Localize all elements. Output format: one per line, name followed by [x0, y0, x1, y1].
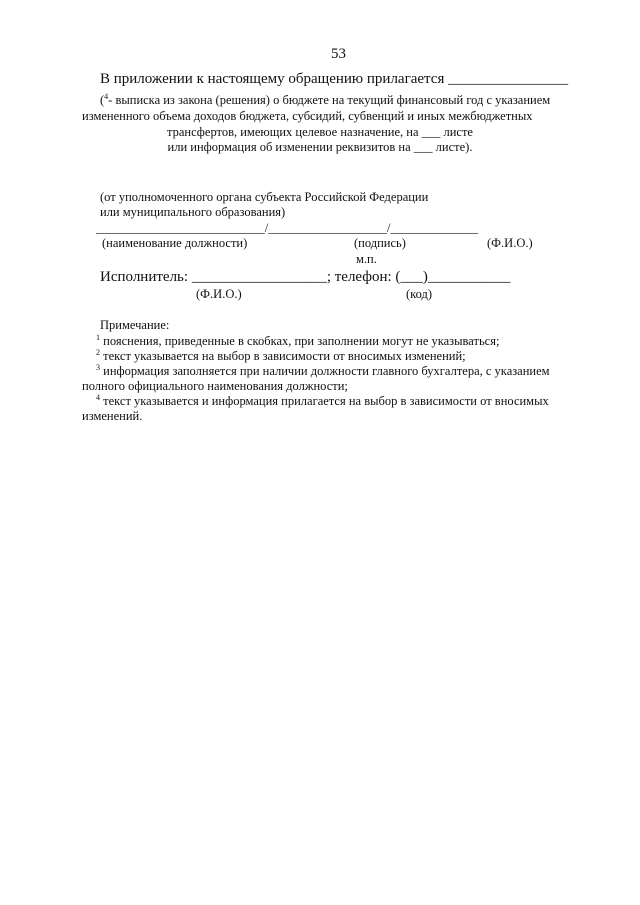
notes-title: Примечание:: [100, 318, 170, 332]
page-number: 53: [331, 46, 346, 62]
note-item-continuation: полного официального наименования должности;: [82, 379, 348, 393]
attachment-note-line4: или информация об изменении реквизитов на ___ листе).: [167, 140, 473, 154]
note-item: [96, 364, 550, 379]
attachment-note-line3: трансфертов, имеющих целевое назначение, на ___ листе: [167, 125, 473, 139]
footnote-marker: 4: [104, 92, 109, 101]
note-item: [96, 334, 499, 349]
note-number: 2: [96, 348, 100, 357]
note-item: [96, 349, 466, 364]
note-text: пояснения, приведенные в скобках, при заполнении могут не указываться;: [103, 334, 500, 348]
label-signature: (подпись): [354, 236, 406, 250]
note-text: текст указывается на выбор в зависимости от вносимых изменений;: [103, 349, 466, 363]
note-number: 3: [96, 363, 100, 372]
authority-line2: или муниципального образования): [100, 205, 286, 219]
attachment-note-text: - выписка из закона (решения) о бюджете на текущий финансовый год с указанием: [108, 93, 551, 107]
note-text: информация заполняется при наличии должности главного бухгалтера, с указанием: [103, 364, 550, 378]
signature-line: ___________________________/___________________/______________: [96, 221, 478, 235]
executor-line: Исполнитель: __________________; телефон: (___)___________: [100, 269, 511, 285]
attachment-note-line2: измененного объема доходов бюджета, субсидий, субвенций и иных межбюджетных: [82, 109, 533, 123]
executor-code-label: (код): [406, 287, 433, 301]
label-fio: (Ф.И.О.): [487, 236, 533, 250]
authority-line1: (от уполномоченного органа субъекта Российской Федерации: [100, 190, 429, 204]
note-number: 1: [96, 333, 100, 342]
stamp-label: м.п.: [356, 252, 377, 266]
note-item: [96, 394, 549, 409]
executor-fio-label: (Ф.И.О.): [196, 287, 242, 301]
label-position: (наименование должности): [102, 236, 248, 250]
attachment-note-line1: ($^4$- выписка из закона (решения) о бюджете на текущий финансовый год с указанием: [100, 92, 551, 107]
note-item-continuation: изменений.: [82, 409, 143, 423]
note-number: 4: [96, 393, 100, 402]
note-text: текст указывается и информация прилагается на выбор в зависимости от вносимых: [103, 394, 549, 408]
attachment-line: В приложении к настоящему обращению прилагается ________________: [100, 71, 569, 87]
